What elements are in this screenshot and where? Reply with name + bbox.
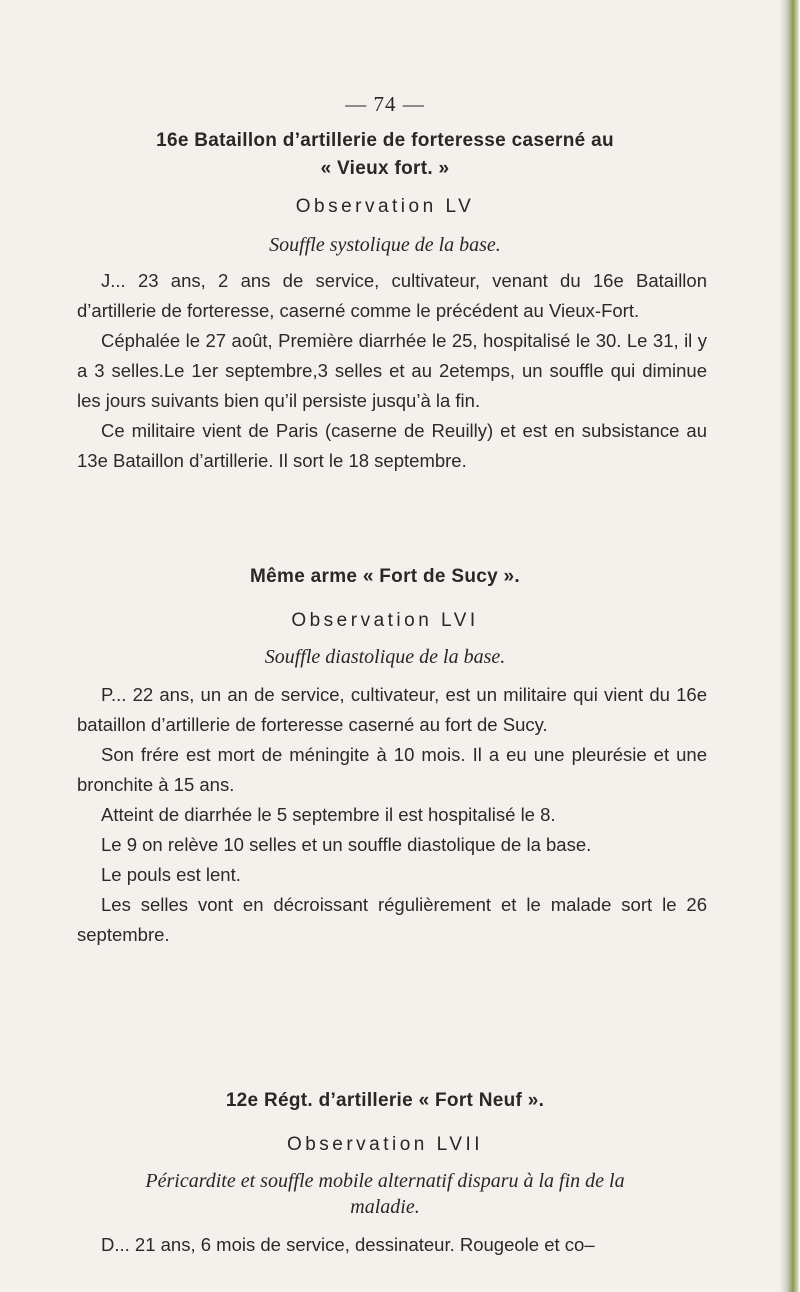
section2-heading: Même arme « Fort de Sucy ».: [250, 566, 520, 587]
section3-body: [77, 1230, 707, 1260]
page-number: — 74 —: [345, 92, 425, 116]
section3-subtitle-line1: Péricardite et souffle mobile alternatif disparu à la fin de la: [145, 1170, 625, 1192]
section1-paragraph: Céphalée le 27 août, Première diarrhée le 25, hospitalisé le 30. Le 31, il y a 3 selles.Le 1er septembre,3 selles et au 2etemps, un souffle qui diminue les jours suivants bien qu’il persiste jusqu’à la fin.: [77, 330, 707, 411]
section1-observation-title: Observation LV: [295, 196, 475, 217]
section2-paragraph: P... 22 ans, un an de service, cultivateur, est un militaire qui vient du 16e bataillon d’artillerie de forteresse caserné au fort de Sucy.: [77, 684, 707, 735]
section1-heading-line2: « Vieux fort. »: [320, 158, 450, 179]
section1-paragraph: Ce militaire vient de Paris (caserne de Reuilly) et est en subsistance au 13e Bataillon d’artillerie. Il sort le 18 septembre.: [77, 420, 707, 471]
section2-body: [77, 680, 707, 950]
section2-paragraph: Atteint de diarrhée le 5 septembre il est hospitalisé le 8.: [101, 804, 556, 825]
section3-subtitle-line2: maladie.: [350, 1196, 420, 1218]
section2-paragraph: Le pouls est lent.: [101, 864, 241, 885]
section1-paragraph: J... 23 ans, 2 ans de service, cultivateur, venant du 16e Bataillon d’artillerie de forteresse, caserné comme le précédent au Vieux-Fort.: [77, 270, 707, 321]
section2-observation-title: Observation LVI: [291, 610, 479, 631]
section2-paragraph: Le 9 on relève 10 selles et un souffle diastolique de la base.: [101, 834, 592, 855]
section2-paragraph: Son frére est mort de méningite à 10 mois. Il a eu une pleurésie et une bronchite à 15 ans.: [77, 744, 707, 795]
section3-heading: 12e Régt. d’artillerie « Fort Neuf ».: [225, 1090, 545, 1111]
section3-paragraph: D... 21 ans, 6 mois de service, dessinateur. Rougeole et co–: [101, 1234, 595, 1255]
section3-observation-title: Observation LVII: [286, 1134, 484, 1155]
section1-subtitle: Souffle systolique de la base.: [269, 234, 501, 256]
section2-subtitle: Souffle diastolique de la base.: [264, 646, 506, 668]
section1-body: [77, 266, 707, 476]
section2-paragraph: Les selles vont en décroissant régulièrement et le malade sort le 26 septembre.: [77, 894, 707, 945]
section1-heading-line1: 16e Bataillon d’artillerie de forteresse caserné au: [156, 130, 614, 151]
page-edge-binding: [780, 0, 800, 1292]
